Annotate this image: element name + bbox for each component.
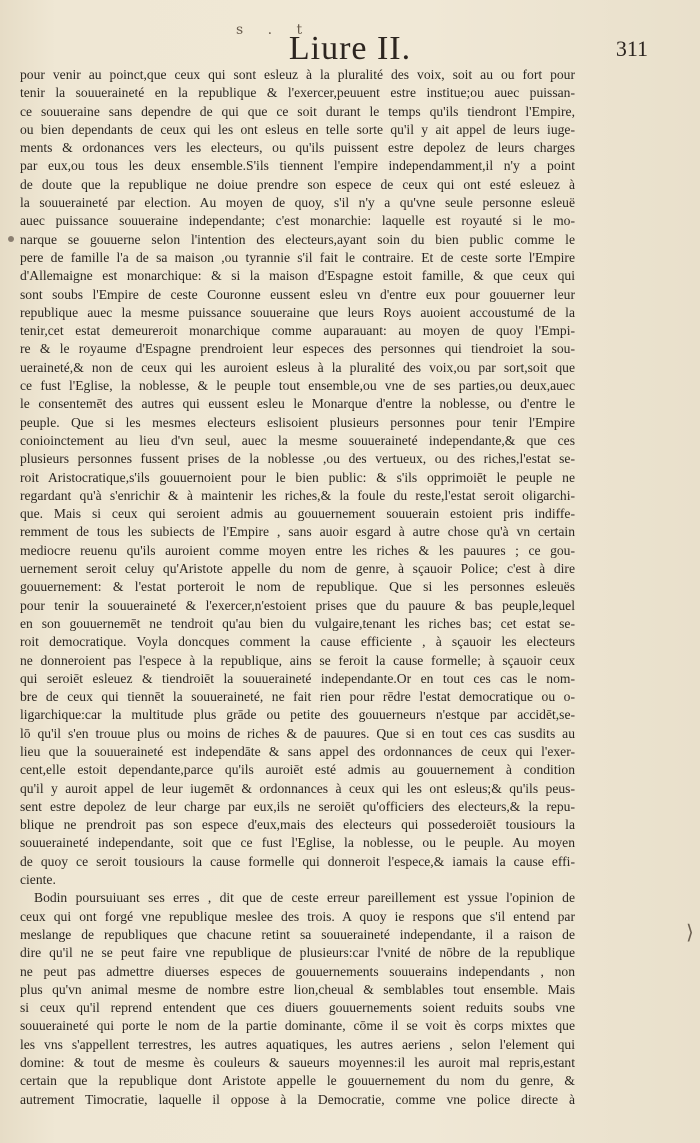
text-line: ligarchique:car la multitude plus grāde ou petite des gouuerneurs n'estque par accidēt,se- [20,707,575,723]
text-line: Bodin poursuiuant ses erres , dit que de ceste erreur pareillement est yssue l'opinion de [34,890,575,906]
text-line: les vns s'appellent terrestres, les autres aquatiques, les autres aeriens , selon l'element qui [20,1036,575,1052]
text-line: la souueraineté par election. Au moyen de quoy, s'il n'y a qu'vne seule personne esleuë [20,195,575,211]
text-line: plusieurs personnes fussent prises de la noblesse ,ou des vertueux, ou des riches,l'estat se- [20,451,575,467]
text-line: qui seroiēt esleuez & tiendroiēt la souueraineté independante.Or en tout ces cas le nom- [20,670,575,686]
margin-dot-mark [8,236,14,242]
margin-bracket-mark: ⟩ [686,920,694,944]
text-line: que. Mais si ceux qui seroient admis au gouuernement souuerain estoient pris indiffe- [20,506,575,522]
text-line: ce souueraine sans dependre de qui que ce soit durant le temps qu'ils tiendront l'Empire, [20,103,575,119]
text-line: mediocre reuenu qu'ils auroient comme moyen entre les riches & les pauures ; ce gou- [20,542,575,558]
text-line: pour venir au poinct,que ceux qui sont esleuz à la pluralité des voix, soit au ou fort pour [20,67,575,82]
text-line: lieu que la souueraineté est independāte & sans appel des ordonnances de ceux qui l'exer- [20,743,575,759]
text-line: ne peut pas admettre diuerses especes de gouuernements souuerains independants , non [20,963,575,979]
text-line: dire qu'il ne se peut faire vne republique de plusieurs:car l'vnité de nōbre de la republique [20,945,575,961]
text-line: ueraineté,& non de ceux qui les auroient esleus à la pluralité des voix,ou par sort,soit que [20,359,575,375]
text-line: plus qu'vn animal mesme de nombre estre lion,cheual & semblables tout ensemble. Mais [20,981,575,997]
text-line: narque se gouuerne selon l'intention des electeurs,ayant soin du bien public comme le [20,231,575,247]
text-line: ne donneroient pas l'espece à la republique, ains se feroit la cause formelle; à sçauoir ceux [20,652,575,668]
text-line: ments & ordonances vers les electeurs, ou qu'ils puissent estre depolez de leurs charges [20,140,575,156]
text-line: si ceux qu'il reprend entendent que ces diuers gouuernements soient reduits soubs vne [20,1000,575,1016]
text-line: souueraineté independante, soit que ce fust l'Eglise, la noblesse, ou le peuple. Au moyen [20,835,575,851]
text-line: blique ne prendroit pas son espece d'eux,mais des electeurs qui possederoiēt tousiours la [20,817,575,833]
text-line: d'Allemaigne est monarchique: & si la maison d'Espagne estoit famille, & que ceux qui [20,268,575,284]
text-line: sent estre depolez de leur charge par eux,ils ne seroiēt qu'officiers des electeurs,& la repu- [20,798,575,814]
text-line: ceux qui ont forgé vne republique meslee des trois. A quoy ie respons que s'il entend par [20,908,575,924]
text-line: remment de tous les subiects de l'Empire , sans auoir esgard à autre chose qu'à vn certain [20,524,575,540]
text-line: peuple. Que si les mesmes electeurs eslisoient plusieurs personnes pour tenir l'Empire [20,414,575,430]
text-line: en son gouuernemēt ne tendroit qu'au bien du vulgaire,tenant les riches bas; cet estat se- [20,615,575,631]
text-line: domine: & tout de mesme ès couleurs & saueurs moyennes:il les auroit mal repris,estant [20,1055,575,1071]
header-ornament: s . t [236,22,313,38]
running-head: Liure II. [288,30,412,67]
text-line: meslange de republiques que chacune retint sa souueraineté independante, il a raison de [20,926,575,942]
text-line: qu'il y auroit appel de leur iugemēt & ordonnances à ceux qui les ont esleus;& qu'ils peus- [20,780,575,796]
text-line: de quoy ce seroit tousiours la cause formelle qui donneroit l'espece,& iamais la cause effi- [20,853,575,869]
text-line: regardant qu'à s'enrichir & à maintenir les riches,& la foule du reste,l'estat seroit oligarchi- [20,487,575,503]
text-line: gouuernement: & l'estat porteroit le nom de republique. Que si les personnes esleuës [20,579,575,595]
page-header [0,22,700,70]
text-line: ce fust l'Eglise, la noblesse, & le peuple tout ensemble,ou vne de ses parties,ou deux,auec [20,378,575,394]
text-line: pour tenir la souueraineté & l'exercer,n'estoient prises que du pauure & bas peuple,lequel [20,597,575,613]
text-line: ou bien dependants de ceux qui les ont esleus en telle sorte qu'il y ait appel de leurs iuge- [20,121,575,137]
text-line: conioinctement au lieu d'vn seul, auec la mesme souueraineté independante,& que ces [20,432,575,448]
page-number: 311 [615,36,648,61]
text-line: lō qu'il s'en trouue plus ou moins de riches & de pauures. Que si en tout ces cas susdits au [20,725,575,741]
text-line: tenir,cet estat demeureroit monarchique comme auparauant: au moyen de quoy l'Empi- [20,323,575,339]
text-line: de doute que la republique ne doiue prendre son espece de ceux qui ont esté esleuez à [20,176,575,192]
text-line: republique auec la mesme puissance souueraine que leurs Roys auoient accoustumé de la [20,304,575,320]
text-line: re & le royaume d'Espagne prendroient leur especes des personnes qui tiendroiet la sou- [20,341,575,357]
text-line: souueraineté qui porte le nom de la partie dominante, cōme il se voit ès corps mixtes que [20,1018,575,1034]
text-line: sont soubs l'Empire de ceste Couronne eussent esleu vn d'entre eux pour gouuerner leur [20,286,575,302]
text-line: pere de famille l'a de sa maison ,ou tyrannie s'il fait le contraire. Et de ceste sorte l'Empire [20,249,575,265]
text-line: tenir la souueraineté en la republique & l'exercer,peuuent estre institue;ou auec puissan- [20,85,575,101]
text-line: autrement Timocratie, laquelle il oppose à la Democratie, comme vne police directe à [20,1091,575,1107]
text-line: le consentemēt des autres qui eussent esleu le Monarque d'entre la noblesse, ou d'entre le [20,396,575,412]
body-text [20,66,575,1109]
text-line: par eux,ou tous les deux ensemble.S'ils tiennent l'empire independamment,il n'y a point [20,158,575,174]
text-line: roit Aristocratique,s'ils gouuernoient pour le bien public: & s'ils opprimoiēt le peuple ne [20,469,575,485]
text-line: cent,elle estoit dependante,parce qu'ils auroiēt esté admis au gouuernement à condition [20,762,575,778]
text-line: certain que la republique dont Aristote appelle le gouuernement du nom du genre, & [20,1073,575,1089]
text-line: auec puissance souueraine independante; c'est monarchie: laquelle est royauté si le mo- [20,213,575,229]
text-line: bre de ceux qui tiennēt la souueraineté, ne fait rien pour rēdre l'estat democratique ou o- [20,689,575,705]
text-line: ciente. [20,872,56,888]
text-line: roit democratique. Voyla doncques comment la cause efficiente , à sçauoir les electeurs [20,634,575,650]
text-line: uernement seroit celuy qu'Aristote appelle du nom de genre, à sçauoir Police; c'est à dire [20,561,575,577]
